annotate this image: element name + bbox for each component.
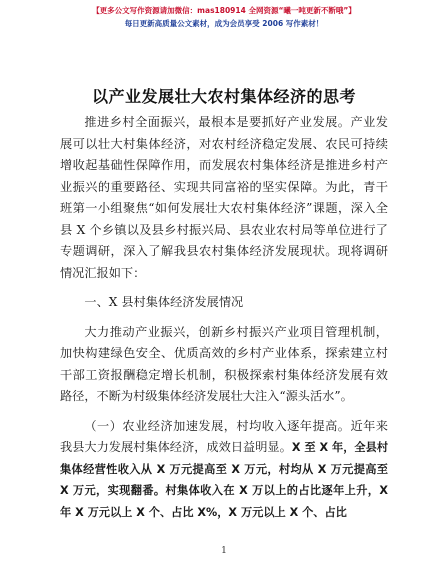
subsection-1-bold-figures: X 至 X 年，全县村集体经营性收入从 X 万元提高至 X 万元，村均从 X 万元提高至 X 万元，实现翻番。村集体收入在 X 万以上的占比逐年上升，X 年 X 万元以上 X 个、占比 X%，X 万元以上 X 个、占比	[60, 441, 389, 519]
promo-banner-line-2: 每日更新高质量公文素材，成为会员享受 2006 写作素材！	[124, 19, 324, 28]
intro-paragraph: 推进乡村全面振兴，最根本是要抓好产业发展。产业发展可以壮大村集体经济，对农村经济稳定发展、农民可持续增收起基础性保障作用，而发展农村集体经济是推进乡村产业振兴的重要路径、实现共同富裕的坚实保障。为此，青干班第一小组聚焦“如何发展壮大农村集体经济”课题，深入全县 X 个乡镇以及县乡村振兴局、县农业农村局等单位进行了专题调研，深入了解我县农村集体经济发展现状。现将调研情况汇报如下：	[60, 115, 388, 280]
page-number: 1	[221, 546, 227, 556]
section-1-paragraph: 大力推动产业振兴，创新乡村振兴产业项目管理机制，加快构建绿色安全、优质高效的乡村产业体系，探索建立村干部工资报酬稳定增长机制，积极探索村集体经济发展有效路径，不断为村级集体经济发展壮大注入“源头活水”。	[60, 324, 388, 403]
subsection-1-lead: （一）农业经济加速发展，村均收入逐年提高。近年来我县大力发展村集体经济，成效日益明显。	[60, 418, 388, 454]
section-1-heading: 一、X 县村集体经济发展情况	[84, 295, 244, 309]
promo-banner-line-1: 【更多公文写作资源请加微信：mas180914 全网资源“曦一吨更新不断哦”】	[92, 6, 356, 15]
promo-banner	[0, 6, 448, 29]
subsection-1-paragraph	[60, 416, 388, 524]
document-title: 以产业发展壮大农村集体经济的思考	[91, 87, 356, 106]
document-body	[60, 112, 388, 523]
